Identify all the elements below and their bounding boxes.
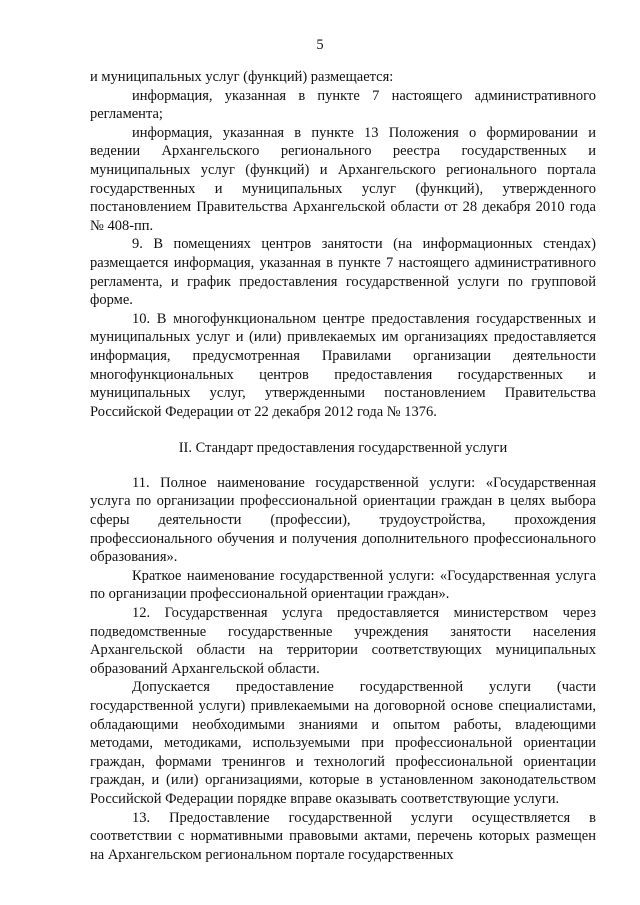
- paragraph-allowed: Допускается предоставление государственной услуги (части государственной услуги) привлекаемыми на договорной основе специалистами, обладающими необходимыми знаниями и опытом работы, владеющими методами, методиками, используемыми при профессиональной ориентации граждан, формами тренингов и технологий профессиональной ориентации граждан, и (или) организациями, которые в установленном законодательством Российской Федерации порядке вправе оказывать соответствующие услуги.: [90, 679, 596, 807]
- paragraph-10: 10. В многофункциональном центре предоставления государственных и муниципальных услуг и (или) привлекаемых им организациях предоставляется информация, предусмотренная Правилами организации деятельности многофункциональных центров предоставления государственных и муниципальных услуг, утвержденными постановлением Правительства Российской Федерации от 22 декабря 2012 года № 1376.: [90, 310, 596, 420]
- paragraph-12: 12. Государственная услуга предоставляется министерством через подведомственные государственные учреждения занятости населения Архангельской области на территории соответствующих муниципальных образований Архангельской области.: [90, 605, 596, 677]
- paragraph-9: 9. В помещениях центров занятости (на информационных стендах) размещается информация, указанная в пункте 7 настоящего административного регламента, и график предоставления государственной услуги по групповой форме.: [90, 236, 596, 309]
- paragraph-continuation: и муниципальных услуг (функций) размещается:: [90, 69, 394, 85]
- paragraph-11: 11. Полное наименование государственной услуги: «Государственная услуга по организации профессиональной ориентации граждан в целях выбора сферы деятельности (профессии), трудоустройства, прохождения профессионального обучения и получения дополнительного профессионального образования».: [90, 474, 596, 566]
- paragraph-item-info-point-7: информация, указанная в пункте 7 настоящего административного регламента;: [90, 87, 596, 123]
- paragraph-13: 13. Предоставление государственной услуги осуществляется в соответствии с нормативными правовыми актами, перечень которых размещен на Архангельском региональном портале государственных: [90, 809, 596, 863]
- paragraph-short-name: Краткое наименование государственной услуги: «Государственная услуга по организации профессиональной ориентации граждан».: [90, 567, 596, 603]
- document-body: [90, 68, 596, 864]
- page-number: 5: [316, 37, 324, 53]
- section-heading: II. Стандарт предоставления государственной услуги: [178, 440, 508, 457]
- paragraph-item-info-point-13: информация, указанная в пункте 13 Положения о формировании и ведении Архангельского регионального реестра государственных и муниципальных услуг (функций) и Архангельского регионального портала государственных и муниципальных услуг (функций), утвержденного постановлением Правительства Архангельской области от 28 декабря 2010 года № 408-пп.: [90, 124, 596, 234]
